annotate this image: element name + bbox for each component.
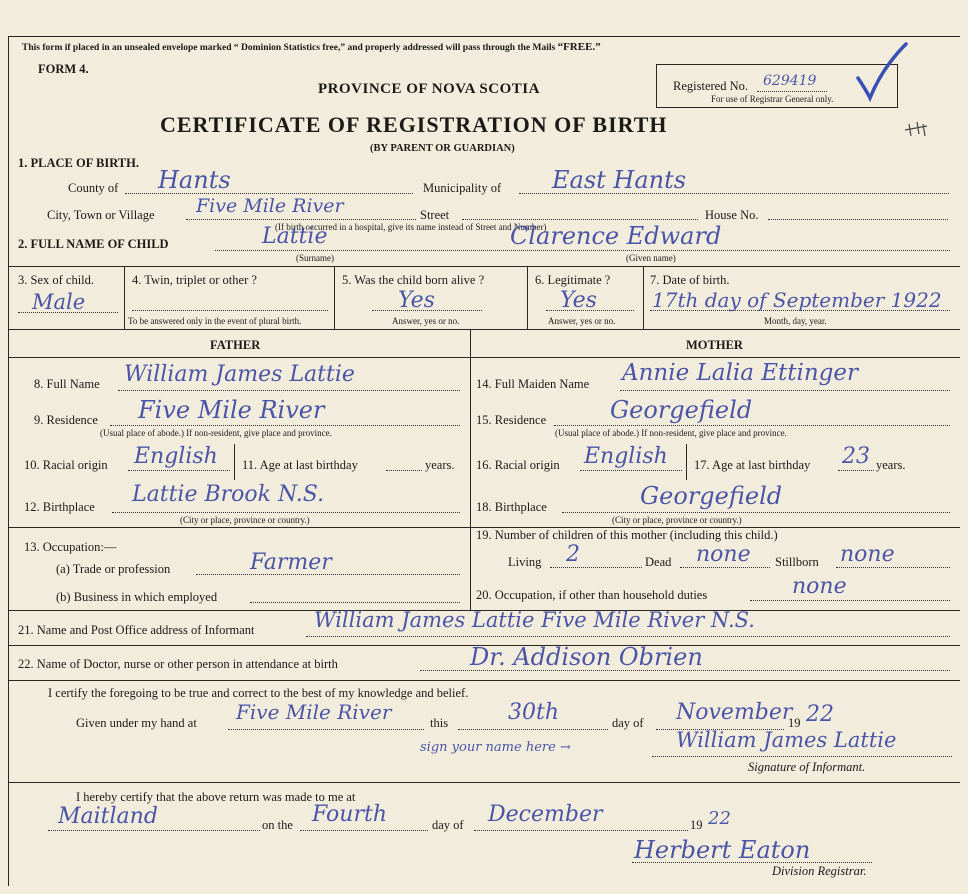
informant-signature-label: Signature of Informant. bbox=[748, 760, 866, 774]
dead-value: none bbox=[696, 542, 751, 567]
mother-occupation-value: none bbox=[792, 574, 847, 599]
registrar-on-label: on the bbox=[262, 818, 293, 832]
father-mother-divider bbox=[470, 329, 471, 610]
living-label: Living bbox=[508, 555, 542, 569]
alive-value: Yes bbox=[398, 288, 435, 313]
given-month: November bbox=[676, 700, 793, 725]
mother-age-unit: years. bbox=[876, 458, 906, 472]
registrar-year-prefix: 19 bbox=[690, 818, 703, 832]
children-label: 19. Number of children of this mother (including this child.) bbox=[476, 528, 778, 542]
trade-label: (a) Trade or profession bbox=[56, 562, 171, 576]
stillborn-label: Stillborn bbox=[775, 555, 819, 569]
registered-number: 629419 bbox=[763, 73, 817, 89]
mother-name-value: Annie Lalia Ettinger bbox=[622, 360, 859, 386]
hospital-note: (If birth occurred in a hospital, give its name instead of Street and Number) bbox=[275, 222, 547, 232]
father-residence-note: (Usual place of abode.) If non-resident, give place and province. bbox=[100, 428, 332, 438]
father-birthplace-label: 12. Birthplace bbox=[24, 500, 95, 514]
doctor-label: 22. Name of Doctor, nurse or other person in attendance at birth bbox=[18, 657, 338, 671]
sex-label: 3. Sex of child. bbox=[18, 273, 95, 287]
alive-label: 5. Was the child born alive ? bbox=[342, 273, 485, 287]
city-value: Five Mile River bbox=[196, 195, 344, 217]
registrar-statement: I hereby certify that the above return was made to me at bbox=[76, 790, 356, 804]
mother-origin-label: 16. Racial origin bbox=[476, 458, 560, 472]
father-name-label: 8. Full Name bbox=[34, 377, 100, 391]
given-day: 30th bbox=[508, 700, 560, 725]
surname-note: (Surname) bbox=[296, 253, 334, 263]
registrar-month: December bbox=[488, 802, 603, 827]
business-label: (b) Business in which employed bbox=[56, 590, 218, 604]
house-label: House No. bbox=[705, 208, 759, 222]
mother-name-label: 14. Full Maiden Name bbox=[476, 377, 590, 391]
dob-label: 7. Date of birth. bbox=[650, 273, 730, 287]
twin-label: 4. Twin, triplet or other ? bbox=[132, 273, 257, 287]
mother-residence-note: (Usual place of abode.) If non-resident, give place and province. bbox=[555, 428, 787, 438]
given-label: Given under my hand at bbox=[76, 716, 197, 730]
registrar-note: For use of Registrar General only. bbox=[711, 94, 834, 104]
certify-statement: I certify the foregoing to be true and correct to the best of my knowledge and belief. bbox=[48, 686, 469, 700]
province-heading: PROVINCE OF NOVA SCOTIA bbox=[318, 81, 540, 97]
mother-residence-label: 15. Residence bbox=[476, 413, 547, 427]
certificate-subtitle: (BY PARENT OR GUARDIAN) bbox=[370, 143, 515, 154]
sign-note: sign your name here → bbox=[420, 740, 571, 755]
registrar-signature-label: Division Registrar. bbox=[772, 864, 867, 878]
city-label: City, Town or Village bbox=[47, 208, 155, 222]
father-origin-label: 10. Racial origin bbox=[24, 458, 108, 472]
mother-origin-value: English bbox=[584, 444, 668, 469]
occupation-label: 13. Occupation:— bbox=[24, 540, 117, 554]
certificate-title: CERTIFICATE OF REGISTRATION OF BIRTH bbox=[160, 112, 668, 137]
father-residence-value: Five Mile River bbox=[138, 396, 325, 424]
father-heading: FATHER bbox=[210, 338, 261, 352]
father-age-unit: years. bbox=[425, 458, 455, 472]
municipality-label: Municipality of bbox=[423, 181, 502, 195]
frame-top bbox=[8, 36, 960, 37]
mother-birthplace-value: Georgefield bbox=[640, 482, 783, 510]
mother-heading: MOTHER bbox=[686, 338, 743, 352]
mother-residence-value: Georgefield bbox=[610, 396, 753, 424]
given-year-prefix: 19 bbox=[788, 716, 801, 730]
county-label: County of bbox=[68, 181, 119, 195]
dob-value: 17th day of September 1922 bbox=[652, 288, 942, 312]
father-origin-value: English bbox=[134, 444, 218, 469]
informant-label: 21. Name and Post Office address of Informant bbox=[18, 623, 255, 637]
registrar-day: Fourth bbox=[312, 802, 388, 827]
father-name-value: William James Lattie bbox=[124, 362, 355, 387]
child-surname: Lattie bbox=[262, 224, 328, 249]
mother-birthplace-label: 18. Birthplace bbox=[476, 500, 547, 514]
living-value: 2 bbox=[566, 542, 580, 567]
municipality-value: East Hants bbox=[552, 166, 687, 194]
child-name-label: 2. FULL NAME OF CHILD bbox=[18, 237, 169, 251]
frame-left bbox=[8, 36, 9, 886]
informant-signature: William James Lattie bbox=[676, 728, 897, 752]
trade-value: Farmer bbox=[250, 550, 332, 575]
mother-age-label: 17. Age at last birthday bbox=[694, 458, 811, 472]
form-number: FORM 4. bbox=[38, 62, 89, 76]
stillborn-value: none bbox=[840, 542, 895, 567]
street-label: Street bbox=[420, 208, 450, 222]
registered-label: Registered No. bbox=[673, 79, 748, 93]
mother-age-value: 23 bbox=[842, 444, 870, 469]
mail-notice: This form if placed in an unsealed envelope marked “ Dominion Statistics free,” and properly addressed will pass through the Mails “FREE.” bbox=[22, 41, 601, 53]
county-value: Hants bbox=[158, 166, 231, 194]
registrar-place: Maitland bbox=[58, 804, 158, 829]
legitimate-note: Answer, yes or no. bbox=[548, 316, 616, 326]
legitimate-label: 6. Legitimate ? bbox=[535, 273, 611, 287]
dob-note: Month, day, year. bbox=[764, 316, 827, 326]
given-day-label: day of bbox=[612, 716, 644, 730]
informant-value: William James Lattie Five Mile River N.S. bbox=[314, 608, 755, 632]
given-this: this bbox=[430, 716, 449, 730]
given-note: (Given name) bbox=[626, 253, 676, 263]
stamp-mark-icon bbox=[903, 118, 933, 140]
check-mark-icon bbox=[852, 40, 912, 100]
registrar-signature: Herbert Eaton bbox=[634, 836, 811, 864]
mother-occupation-label: 20. Occupation, if other than household duties bbox=[476, 588, 708, 602]
registrar-day-label: day of bbox=[432, 818, 464, 832]
given-year: 22 bbox=[806, 702, 834, 727]
registrar-year: 22 bbox=[708, 808, 731, 829]
legitimate-value: Yes bbox=[560, 288, 597, 313]
father-birthplace-note: (City or place, province or country.) bbox=[180, 515, 310, 525]
father-birthplace-value: Lattie Brook N.S. bbox=[132, 482, 325, 507]
twin-note: To be answered only in the event of plural birth. bbox=[128, 316, 302, 326]
father-age-label: 11. Age at last birthday bbox=[242, 458, 358, 472]
father-residence-label: 9. Residence bbox=[34, 413, 98, 427]
dead-label: Dead bbox=[645, 555, 672, 569]
doctor-value: Dr. Addison Obrien bbox=[470, 643, 703, 671]
child-given-name: Clarence Edward bbox=[510, 222, 722, 250]
alive-note: Answer, yes or no. bbox=[392, 316, 460, 326]
given-place: Five Mile River bbox=[236, 700, 392, 724]
mother-birthplace-note: (City or place, province or country.) bbox=[612, 515, 742, 525]
place-section-label: 1. PLACE OF BIRTH. bbox=[18, 156, 139, 170]
sex-value: Male bbox=[32, 290, 86, 314]
